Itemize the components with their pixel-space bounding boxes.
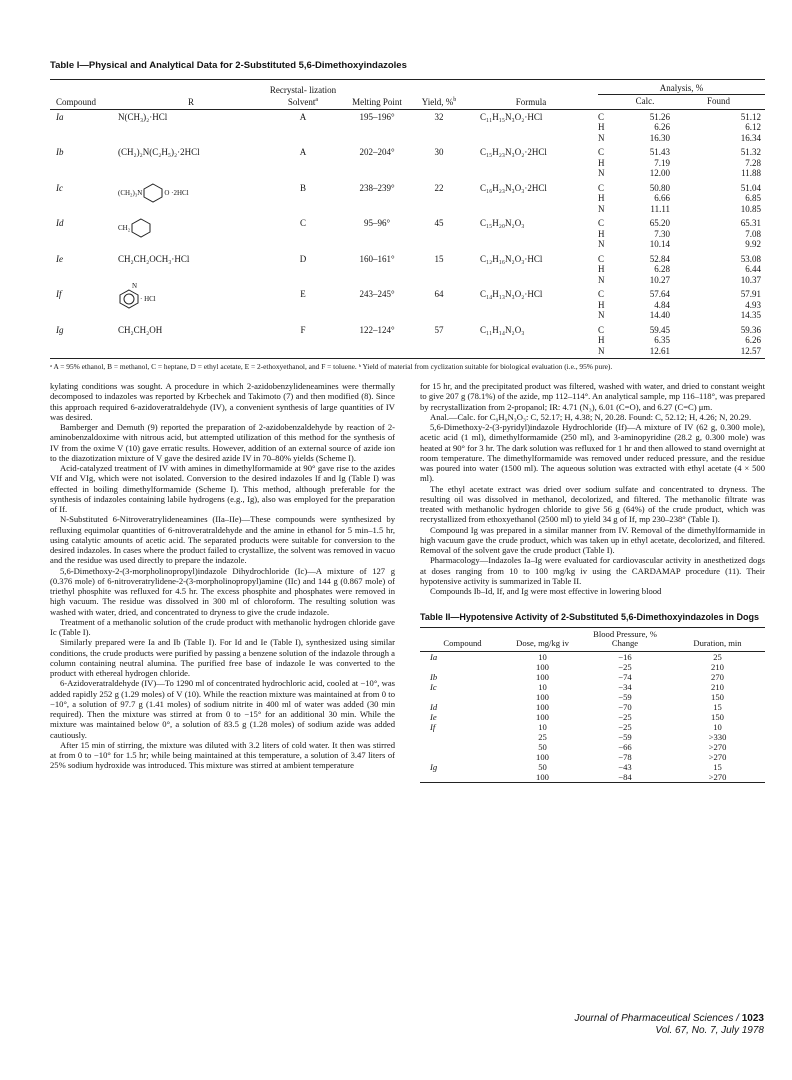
yield: 57 xyxy=(414,323,464,359)
bp-change: −25 xyxy=(618,661,632,672)
formula: C₁₁H₁₄N₂O₃ xyxy=(464,323,598,359)
found-value: 6.26 xyxy=(745,335,761,345)
table1-title: Table I—Physical and Analytical Data for 2-Substituted 5,6-Dimethoxyindazoles xyxy=(50,60,407,71)
analysis-row xyxy=(598,193,765,204)
compound-id: If xyxy=(430,721,436,732)
found-value: 4.93 xyxy=(745,299,761,310)
duration: >270 xyxy=(708,751,727,762)
analysis-row xyxy=(598,275,765,286)
dose: 10 xyxy=(538,651,547,662)
table1-row xyxy=(50,252,765,288)
dose: 100 xyxy=(536,701,549,712)
found-value: 51.32 xyxy=(740,147,761,157)
element: N xyxy=(598,239,605,249)
duration: 15 xyxy=(713,701,722,712)
calc-value: 16.30 xyxy=(649,132,670,143)
dose: 100 xyxy=(536,691,549,702)
ring-icon xyxy=(130,218,152,238)
analysis-row xyxy=(598,300,765,311)
col-compound: Compound xyxy=(50,80,116,109)
bp-change: −25 xyxy=(618,721,632,732)
duration: 150 xyxy=(711,691,724,702)
analysis xyxy=(598,323,765,359)
element: N xyxy=(598,345,605,356)
analysis-row xyxy=(598,218,765,229)
col-analysis: Analysis, % xyxy=(598,80,765,95)
compound-id: Id xyxy=(56,218,64,228)
r-prefix: CH₂ xyxy=(118,224,131,233)
journal-name: Journal of Pharmaceutical Sciences / xyxy=(574,1013,739,1024)
table1-row xyxy=(50,109,765,145)
element: H xyxy=(598,228,605,239)
yield: 45 xyxy=(434,218,444,228)
calc-value: 6.35 xyxy=(654,335,670,345)
compound-id: Ie xyxy=(430,711,437,722)
analysis-table xyxy=(598,325,765,357)
dose: 100 xyxy=(536,671,549,682)
element: C xyxy=(598,324,605,335)
paragraph: N-Substituted 6-Nitroveratrylideneamines (IIa–IIe)—These compounds were synthesized by refluxing equimolar quantities of 6-nitroveratraldehyde and the amine in ethanol for 5 min–1.5 hr, using catalytic amounts of acetic acid. The separated products were suitable for conversion to the desired indazoles. In cases where the product failed to crystallize, the solvent was removed in vacuo and the residue was used directly to prepare the indazole. xyxy=(50,514,395,566)
analysis xyxy=(598,181,765,217)
body-columns xyxy=(50,381,765,783)
analysis-row xyxy=(598,346,765,357)
col-yield xyxy=(414,80,464,109)
element: N xyxy=(598,132,605,143)
bp-change: −25 xyxy=(618,711,632,722)
found-value: 51.04 xyxy=(740,182,761,193)
compound-id: Ig xyxy=(430,761,438,772)
calc-value: 10.27 xyxy=(649,274,670,285)
formula: C₁₅H₂₃N₃O₂·2HCl xyxy=(480,147,547,157)
compound-id xyxy=(420,692,505,702)
substituent-r: CH₂CH₂OH xyxy=(116,323,266,359)
analysis-row xyxy=(598,204,765,215)
r-prefix: (CH₂)₃N xyxy=(118,188,143,197)
col-found: Found xyxy=(706,96,730,106)
paragraph: 6-Azidoveratraldehyde (IV)—To 1290 ml of concentrated hydrochloric acid, cooled at −10°, was added rapidly 252 g (1.29 moles) of V (10). While the reaction mixture was maintained at from 0 to −10°, a solution of 97.7 g (1.41 moles) of sodium nitrite in 400 ml of water was added (30 min required). Then the mixture was stirred at from 0 to −15° for an additional 30 min. While the mixture was maintained below 0°, a solution of 83.5 g (1.28 moles) of sodium azide was added cautiously. xyxy=(50,678,395,740)
compound-id xyxy=(420,742,505,752)
table1-footnote: ᵃ A = 95% ethanol, B = methanol, C = heptane, D = ethyl acetate, E = 2-ethoxyethanol, and F = toluene. ᵇ Yield of material from cyclization suitable for biological evaluation (i.e., 95% pure). xyxy=(50,362,613,371)
formula: C₁₄H₁₃N₃O₂·HCl xyxy=(480,289,543,299)
formula: C₁₁H₁₅N₃O₂·HCl xyxy=(480,111,543,122)
analysis-row xyxy=(598,112,765,123)
paragraph: 5,6-Dimethoxy-2-(3-pyridyl)indazole Hydrochloride (If)—A mixture of IV (62 g, 0.300 mole), acetic acid (1 ml), dimethylformamide (250 ml), and 3-aminopyridine (28.2 g, 0.300 mole) was heated at 90° for 3 hr. The dark solution was refluxed for 1 hr and then allowed to stand overnight at room temperature. The dimethylformamide was removed under reduced pressure, and the residue was poured into water (1500 ml). The aqueous solution was extracted with ethyl acetate (4 × 500 ml). xyxy=(420,422,765,484)
formula: C₁₆H₂₃N₃O₃·2HCl xyxy=(480,182,547,193)
ring-icon xyxy=(142,183,164,203)
substituent-r: (CH₂)₂N(C₂H₅)₂·2HCl xyxy=(118,147,200,157)
paragraph: The ethyl acetate extract was dried over sodium sulfate and concentrated to dryness. The resulting oil was dissolved in methanol, decolorized, and filtered. The methanolic filtrate was treated with methanolic hydrogen chloride to give 56 g (64%) of the crude product, which was recrystallized from ethoxyethanol (2500 ml) to yield 34 g of If, mp 230–238° (Table I). xyxy=(420,483,765,525)
table1-row xyxy=(50,287,765,323)
col-solvent-label: Recrystal- lization Solvent xyxy=(269,84,337,107)
col-yield-mark: b xyxy=(453,96,457,103)
table2 xyxy=(420,627,765,783)
substituent-r xyxy=(116,282,266,323)
formula: C₁₅H₂₀N₂O₃ xyxy=(480,218,525,228)
col-mp: Melting Point xyxy=(340,80,414,109)
calc-value: 59.45 xyxy=(649,324,670,335)
table2-row xyxy=(420,662,765,672)
dose: 100 xyxy=(505,772,580,783)
compound-id: Ib xyxy=(56,147,64,157)
melting-point: 95–96° xyxy=(363,218,391,228)
table1-row xyxy=(50,323,765,359)
analysis-row xyxy=(598,122,765,133)
calc-value: 57.64 xyxy=(649,289,670,299)
found-value: 51.12 xyxy=(740,111,761,122)
t2-col-dose: Dose, mg/kg iv xyxy=(505,627,580,651)
substituent-r xyxy=(116,216,266,252)
analysis xyxy=(598,109,765,145)
melting-point: 122–124° xyxy=(340,323,414,359)
duration: 210 xyxy=(711,681,724,692)
calc-value: 6.66 xyxy=(654,193,670,203)
bp-change: −78 xyxy=(618,751,632,762)
analysis-row xyxy=(598,133,765,144)
analysis xyxy=(598,145,765,181)
element: C xyxy=(598,218,605,228)
analysis-row xyxy=(598,239,765,250)
ring-atom-label: N xyxy=(132,282,138,290)
found-value: 9.92 xyxy=(745,239,761,249)
col-calc: Calc. xyxy=(635,96,655,106)
dose: 50 xyxy=(538,741,547,752)
table1-row xyxy=(50,216,765,252)
paragraph: Anal.—Calc. for C₉H₉N₃O₃: C, 52.17; H, 4.38; N, 20.28. Found: C, 52.12; H, 4.26; N, 20.29. xyxy=(430,411,752,422)
calc-value: 11.11 xyxy=(650,203,670,214)
dose: 100 xyxy=(536,711,549,722)
r-suffix: O ·2HCl xyxy=(164,188,189,197)
melting-point: 243–245° xyxy=(359,289,395,299)
element: C xyxy=(598,289,605,299)
solvent: F xyxy=(266,323,340,359)
found-value: 10.37 xyxy=(740,274,761,285)
calc-value: 6.28 xyxy=(654,264,670,274)
table2-row xyxy=(420,762,765,772)
analysis-row xyxy=(598,158,765,169)
paragraph: After 15 min of stirring, the mixture was diluted with 3.2 liters of cold water. It then was stirred at from 0 to −10° for 1.5 hr; while being maintained at this temperature, a solution of 3.47 liters of 25% sodium hydroxide was introduced. This mixture was stirred at ambient temperature xyxy=(50,739,395,771)
melting-point: 238–239° xyxy=(359,182,395,193)
right-column-text xyxy=(420,381,765,596)
compound-id xyxy=(420,752,505,762)
table1-row xyxy=(50,145,765,181)
paragraph: for 15 hr, and the precipitated product was filtered, washed with water, and dried to constant weight to give 207 g (78.1%) of the azide, mp 112–114°. An analytical sample, mp 116–118°, was prepared by recrystallization from 2-propanol; IR: 4.71 (N₃), 6.01 (C=O), and 6.27 (C=C) μm. xyxy=(420,381,765,412)
analysis-row xyxy=(598,147,765,158)
paragraph: Bamberger and Demuth (9) reported the preparation of 2-azidobenzaldehyde by reaction of 2-aminobenzaldoxime with nitrous acid, but attempted utilization of this method for the synthesis of IV from the oxime V (10) gave erratic results. However, addition of an external source of azide ion to the diazotization mixture of V gave the desired azide IV in 70–80% yields (Scheme I). xyxy=(50,422,395,463)
analysis-row xyxy=(598,325,765,336)
bp-change: −16 xyxy=(618,651,632,662)
melting-point: 195–196° xyxy=(359,111,395,122)
calc-value: 10.14 xyxy=(649,239,670,249)
found-value: 6.12 xyxy=(745,122,761,132)
dose: 10 xyxy=(538,681,547,692)
analysis xyxy=(598,287,765,323)
calc-value: 7.30 xyxy=(654,228,670,239)
substituent-r: CH₂CH₂OCH₃·HCl xyxy=(118,253,190,264)
calc-value: 65.20 xyxy=(649,218,670,228)
compound-id: Ie xyxy=(56,253,63,264)
duration: >330 xyxy=(708,731,727,742)
table2-row xyxy=(420,682,765,692)
compound-id xyxy=(420,772,505,783)
t2-col-duration: Duration, min xyxy=(670,627,765,651)
element: C xyxy=(598,147,605,157)
table2-body xyxy=(420,651,765,782)
paragraph: Similarly prepared were Ia and Ib (Table I). For Id and Ie (Table I), synthesized using similar conditions, the crude products were purified by passing a benzene solution of the indazole through a column containing neutral alumina. The purified free base of indazole Ie was converted to the product with ethereal hydrogen chloride. xyxy=(50,637,395,678)
substituent-r xyxy=(116,181,266,217)
analysis-table xyxy=(598,254,765,286)
page xyxy=(50,60,765,783)
found-value: 53.08 xyxy=(740,253,761,264)
element: C xyxy=(598,182,605,193)
duration: 15 xyxy=(713,761,722,772)
calc-value: 14.40 xyxy=(649,310,670,320)
compound-id: Ib xyxy=(430,671,438,682)
t2-col-bp: Blood Pressure, % Change xyxy=(580,627,670,651)
analysis-row xyxy=(598,289,765,300)
r-suffix: · HCl xyxy=(140,295,156,304)
table2-row xyxy=(420,722,765,732)
element: H xyxy=(598,264,605,274)
element: H xyxy=(598,193,605,203)
melting-point: 202–204° xyxy=(359,147,395,157)
element: N xyxy=(598,274,605,285)
analysis xyxy=(598,252,765,288)
table2-row xyxy=(420,752,765,762)
found-value: 14.35 xyxy=(740,310,761,320)
analysis-row xyxy=(598,264,765,275)
formula: C₁₂H₁₆N₂O₃·HCl xyxy=(480,253,543,264)
element: H xyxy=(598,299,605,310)
duration: >270 xyxy=(708,741,727,752)
left-column xyxy=(50,381,395,783)
analysis-table xyxy=(598,218,765,250)
found-value: 7.08 xyxy=(745,228,761,239)
yield: 30 xyxy=(434,147,444,157)
col-solvent xyxy=(266,80,340,109)
analysis-table xyxy=(598,112,765,144)
bp-change: −34 xyxy=(618,681,632,692)
calc-value: 51.43 xyxy=(649,147,670,157)
compound-id: Ic xyxy=(430,681,437,692)
solvent: A xyxy=(299,111,307,122)
yield: 22 xyxy=(434,182,444,193)
compound-id: Ig xyxy=(50,323,116,359)
found-value: 6.44 xyxy=(745,264,761,274)
analysis-table xyxy=(598,289,765,321)
col-r: R xyxy=(116,80,266,109)
substituent-r: N(CH₃)₂·HCl xyxy=(118,111,168,122)
found-value: 59.36 xyxy=(740,324,761,335)
table2-row xyxy=(420,702,765,712)
calc-value: 6.26 xyxy=(654,122,670,132)
found-value: 11.88 xyxy=(741,168,761,178)
found-value: 57.91 xyxy=(740,289,761,299)
analysis-row xyxy=(598,254,765,265)
paragraph: Pharmacology—Indazoles Ia–Ig were evaluated for cardiovascular activity in anesthetized dogs at doses ranging from 10 to 100 mg/kg iv using the CARDAMAP procedure (11). Their hypotensive activity is summarized in Table II. xyxy=(420,555,765,586)
duration: 150 xyxy=(711,711,724,722)
duration: 10 xyxy=(713,721,722,732)
element: N xyxy=(598,310,605,320)
solvent: D xyxy=(299,253,307,264)
bp-change: −74 xyxy=(618,671,632,682)
solvent: B xyxy=(299,182,306,193)
yield: 64 xyxy=(434,289,444,299)
table2-row xyxy=(420,772,765,783)
bp-change: −43 xyxy=(618,761,632,772)
col-formula: Formula xyxy=(464,80,598,109)
table1-row xyxy=(50,181,765,217)
dose: 50 xyxy=(538,761,547,772)
solvent: A xyxy=(299,147,307,157)
bp-change: −70 xyxy=(618,701,632,712)
table1-body xyxy=(50,109,765,359)
dose: 10 xyxy=(538,721,547,732)
analysis-table xyxy=(598,147,765,179)
compound-id: Id xyxy=(430,701,438,712)
found-value: 6.85 xyxy=(745,193,761,203)
col-solvent-mark: a xyxy=(315,96,319,103)
col-yield-label: Yield, % xyxy=(421,96,454,107)
paragraph: Treatment of a methanolic solution of the crude product with methanolic hydrogen chloride gave Ic (Table I). xyxy=(50,616,395,637)
dose: 100 xyxy=(536,661,549,672)
found-value: 10.85 xyxy=(740,203,761,214)
paragraph: 5,6-Dimethoxy-2-(3-morpholinopropyl)indazole Dihydrochloride (Ic)—A mixture of 127 g (0.376 mole) of 6-nitroveratrylidene-2-(3-morpholinopropyl)amine (IIc) and 144 g (0.867 mole) of triethyl phosphite was refluxed for 4.5 hr. The excess phosphite and phosphates were removed in high vacuum. The residue was dissolved in 300 ml of chloroform. The resulting solution was washed with water, dried, and concentrated to dryness to give the crude indazole. xyxy=(50,565,395,617)
analysis-row xyxy=(598,168,765,179)
yield: 32 xyxy=(434,111,444,122)
element: C xyxy=(598,253,605,264)
table1 xyxy=(50,80,765,359)
bp-change: −59 xyxy=(618,691,632,702)
analysis-row xyxy=(598,310,765,321)
element: H xyxy=(598,122,605,132)
compound-id: If xyxy=(56,289,62,299)
calc-value: 4.84 xyxy=(654,299,670,310)
element: N xyxy=(598,203,605,214)
table2-row xyxy=(420,692,765,702)
journal-issue: Vol. 67, No. 7, July 1978 xyxy=(655,1025,764,1036)
page-number: 1023 xyxy=(741,1013,764,1024)
bp-change: −84 xyxy=(580,772,670,783)
compound-id: Ic xyxy=(56,182,63,193)
right-column xyxy=(420,381,765,783)
dose: 100 xyxy=(536,751,549,762)
table2-row xyxy=(420,712,765,722)
compound-id: Ia xyxy=(56,111,64,122)
solvent: E xyxy=(300,289,306,299)
table2-row xyxy=(420,742,765,752)
paragraph: Compounds Ib–Id, If, and Ig were most effective in lowering blood xyxy=(430,586,662,596)
analysis-row xyxy=(598,229,765,240)
pyridine-ring-icon xyxy=(118,289,140,309)
element: H xyxy=(598,335,605,345)
paragraph: kylating conditions was sought. A procedure in which 2-azidobenzylideneamines were thermally decomposed to indazoles was reported by Krbechek and Takimoto (7) and then modified (8). Since this approach required 6-azidoveratraldehyde (IV), a convenient synthesis of large quantities of IV was desired. xyxy=(50,381,395,422)
found-value: 12.57 xyxy=(740,345,761,356)
calc-value: 12.61 xyxy=(649,345,670,356)
duration: 25 xyxy=(713,651,722,662)
calc-value: 12.00 xyxy=(649,168,670,178)
element: C xyxy=(598,111,605,122)
page-footer xyxy=(574,1013,764,1037)
found-value: 7.28 xyxy=(745,157,761,168)
table2-row xyxy=(420,672,765,682)
compound-id xyxy=(420,732,505,742)
t2-col-compound: Compound xyxy=(420,627,505,651)
analysis-table xyxy=(598,183,765,215)
melting-point: 160–161° xyxy=(359,253,395,264)
element: H xyxy=(598,157,605,168)
duration: 210 xyxy=(711,661,724,672)
calc-value: 50.80 xyxy=(649,182,670,193)
pyridyl-structure xyxy=(118,282,140,309)
found-value: 65.31 xyxy=(740,218,761,228)
analysis-row xyxy=(598,335,765,346)
table2-row xyxy=(420,732,765,742)
bp-change: −59 xyxy=(618,731,632,742)
analysis-row xyxy=(598,183,765,194)
found-value: 16.34 xyxy=(740,132,761,143)
analysis xyxy=(598,216,765,252)
element: N xyxy=(598,168,605,178)
solvent: C xyxy=(299,218,306,228)
bp-change: −66 xyxy=(618,741,632,752)
yield: 15 xyxy=(434,253,444,264)
dose: 25 xyxy=(538,731,547,742)
calc-value: 51.26 xyxy=(649,111,670,122)
calc-value: 52.84 xyxy=(649,253,670,264)
paragraph: Acid-catalyzed treatment of IV with amines in dimethylformamide at 90° gave rise to the azides VIf and VIg, which were not isolated. Conversion to the desired indazoles If and Ig (Table I) was effected in boiling dimethylformamide (Scheme I). This method, although preferable for the synthesis of indazoles containing labile hydrogens (e.g., Ig), also was employed for the preparation of If. xyxy=(50,463,395,514)
compound-id: Ia xyxy=(430,651,438,662)
compound-id xyxy=(420,662,505,672)
calc-value: 7.19 xyxy=(654,157,670,168)
table2-title: Table II—Hypotensive Activity of 2-Substituted 5,6-Dimethoxyindazoles in Dogs xyxy=(420,612,760,623)
duration: >270 xyxy=(670,772,765,783)
table2-row xyxy=(420,651,765,662)
duration: 270 xyxy=(711,671,724,682)
paragraph: Compound Ig was prepared in a similar manner from IV. Removal of the dimethylformamide in high vacuum gave the crude product, which was taken up in ethyl acetate, decolorized, and filtered. Removal of the solvent gave the crude product (Table I). xyxy=(420,524,765,555)
